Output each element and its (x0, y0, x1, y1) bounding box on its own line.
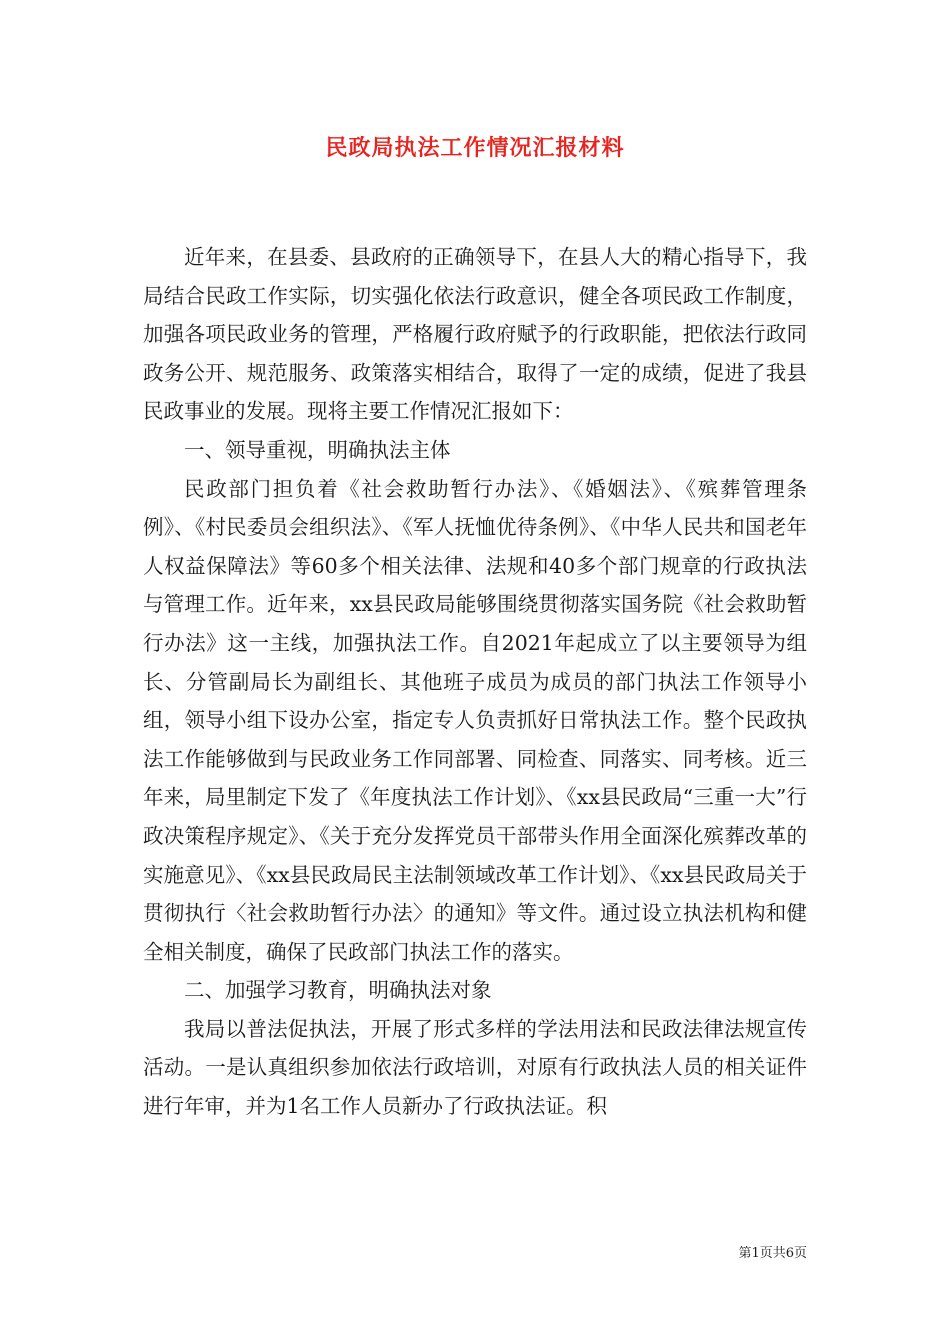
paragraph-section-1: 民政部门担负着《社会救助暂行办法》、《婚姻法》、《殡葬管理条例》、《村民委员会组织法》、《军人抚恤优待条例》、《中华人民共和国老年人权益保障法》等60多个相关法律、法规和40多个部门规章的行政执法与管理工作。近年来，xx县民政局能够围绕贯彻落实国务院《社会救助暂行办法》这一主线，加强执法工作。自2021年起成立了以主要领导为组长、分管副局长为副组长、其他班子成员为成员的部门执法工作领导小组，领导小组下设办公室，指定专人负责抓好日常执法工作。整个民政执法工作能够做到与民政业务工作同部署、同检查、同落实、同考核。近三年来，局里制定下发了《年度执法工作计划》、《xx县民政局“三重一大”行政决策程序规定》、《关于充分发挥党员干部带头作用全面深化殡葬改革的实施意见》、《xx县民政局民主法制领域改革工作计划》、《xx县民政局关于贯彻执行〈社会救助暂行办法〉的通知》等文件。通过设立执法机构和健全相关制度，确保了民政部门执法工作的落实。 (143, 476, 807, 964)
document-body (143, 238, 807, 1126)
section-heading-2: 二、加强学习教育，明确执法对象 (184, 978, 492, 1003)
page-title: 民政局执法工作情况汇报材料 (325, 136, 625, 161)
section-heading-1: 一、领导重视，明确执法主体 (184, 437, 451, 462)
paragraph-intro: 近年来，在县委、县政府的正确领导下，在县人大的精心指导下，我局结合民政工作实际，切实强化依法行政意识，健全各项民政工作制度，加强各项民政业务的管理，严格履行政府赋予的行政职能，把依法行政同政务公开、规范服务、政策落实相结合，取得了一定的成绩，促进了我县民政事业的发展。现将主要工作情况汇报如下： (143, 245, 807, 424)
paragraph-section-2: 我局以普法促执法，开展了形式多样的学法用法和民政法律法规宣传活动。一是认真组织参加依法行政培训，对原有行政执法人员的相关证件进行年审，并为1名工作人员新办了行政执法证。积 (143, 1016, 807, 1119)
page-number: 第1页共6页 (738, 1246, 807, 1261)
